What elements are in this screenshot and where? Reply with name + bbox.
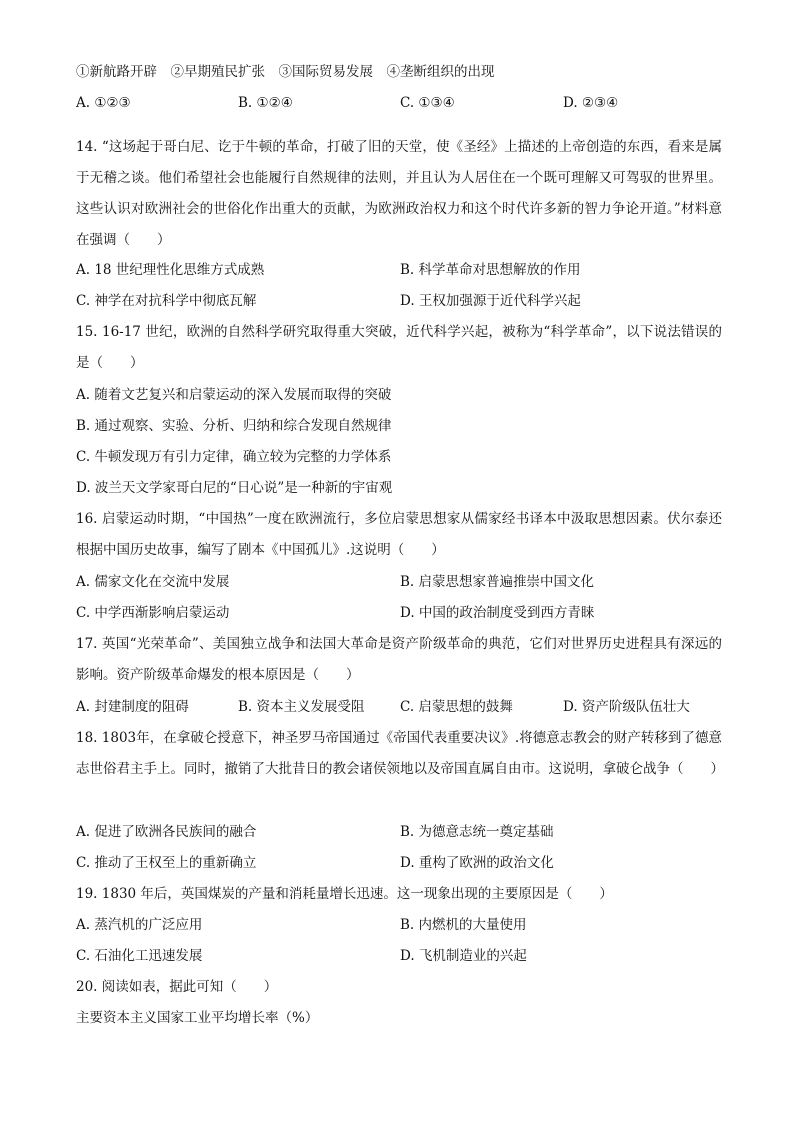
q13-option-a: A. ①②③	[76, 95, 131, 111]
q16-option-c: C. 中学西渐影响启蒙运动	[76, 605, 230, 621]
q15-option-b: B. 通过观察、实验、分析、归纳和综合发现自然规律	[76, 418, 392, 434]
q19-option-c: C. 石油化工迅速发展	[76, 948, 203, 964]
q13-option-b: B. ①②④	[238, 95, 293, 111]
q15-option-d: D. 波兰天文学家哥白尼的“日心说”是一种新的宇宙观	[76, 480, 393, 496]
q13-items: ①新航路开辟 ②早期殖民扩张 ③国际贸易发展 ④垄断组织的出现	[76, 64, 495, 80]
q20-table-caption: 主要资本主义国家工业平均增长率（%）	[76, 1010, 319, 1026]
q16-option-d: D. 中国的政治制度受到西方青睐	[400, 605, 595, 621]
q16-stem: 16. 启蒙运动时期，“中国热”一度在欧洲流行，多位启蒙思想家从儒家经书译本中汲取思想因素。伏尔泰还根据中国历史故事，编写了剧本《中国孤儿》.这说明（ ）	[76, 511, 722, 558]
q17-option-b: B. 资本主义发展受阻	[238, 699, 365, 715]
q16-option-a: A. 儒家文化在交流中发展	[76, 574, 230, 590]
q15-option-a: A. 随着文艺复兴和启蒙运动的深入发展而取得的突破	[76, 387, 392, 403]
q18-option-d: D. 重构了欧洲的政治文化	[400, 855, 554, 871]
q17-option-c: C. 启蒙思想的鼓舞	[400, 699, 513, 715]
q19-stem: 19. 1830 年后，英国煤炭的产量和消耗量增长迅速。这一现象出现的主要原因是（ ）	[76, 886, 613, 902]
q16-option-b: B. 启蒙思想家普遍推崇中国文化	[400, 574, 595, 590]
q17-option-d: D. 资产阶级队伍壮大	[563, 699, 690, 715]
q18-option-c: C. 推动了王权至上的重新确立	[76, 855, 257, 871]
q15-stem: 15. 16-17 世纪，欧洲的自然科学研究取得重大突破，近代科学兴起，被称为“科学革命”，以下说法错误的是（ ）	[76, 324, 722, 371]
q14-option-d: D. 王权加强源于近代科学兴起	[400, 293, 581, 309]
q19-option-b: B. 内燃机的大量使用	[400, 917, 527, 933]
q14-stem: 14. “这场起于哥白尼、讫于牛顿的革命，打破了旧的天堂，使《圣经》上描述的上帝创造的东西，看来是属于无稽之谈。他们希望社会也能履行自然规律的法则，并且认为人居住在一个既可理解又可驾驭的世界里。这些认识对欧洲社会的世俗化作出重大的贡献，为欧洲政治权力和这个时代许多新的智力争论开道。”材料意在强调（ ）	[76, 139, 722, 248]
q14-option-c: C. 神学在对抗科学中彻底瓦解	[76, 293, 257, 309]
q19-option-d: D. 飞机制造业的兴起	[400, 948, 527, 964]
q20-stem: 20. 阅读如表，据此可知（ ）	[76, 979, 278, 995]
q17-option-a: A. 封建制度的阻碍	[76, 699, 189, 715]
q13-option-d: D. ②③④	[563, 95, 619, 111]
q17-stem: 17. 英国“光荣革命”、美国独立战争和法国大革命是资产阶级革命的典范，它们对世界历史进程具有深远的影响。资产阶级革命爆发的根本原因是（ ）	[76, 636, 722, 683]
q18-option-b: B. 为德意志统一奠定基础	[400, 824, 554, 840]
q15-option-c: C. 牛顿发现万有引力定律，确立较为完整的力学体系	[76, 449, 392, 465]
q18-stem: 18. 1803年，在拿破仑授意下，神圣罗马帝国通过《帝国代表重要决议》.将德意志教会的财产转移到了德意志世俗君主手上。同时，撤销了大批昔日的教会诸侯领地以及帝国直属自由市。这说明，拿破仑战争（ ）	[76, 730, 724, 777]
q14-option-b: B. 科学革命对思想解放的作用	[400, 262, 581, 278]
q18-option-a: A. 促进了欧洲各民族间的融合	[76, 824, 257, 840]
q13-option-c: C. ①③④	[400, 95, 455, 111]
q19-option-a: A. 蒸汽机的广泛应用	[76, 917, 203, 933]
q14-option-a: A. 18 世纪理性化思维方式成熟	[76, 262, 265, 278]
